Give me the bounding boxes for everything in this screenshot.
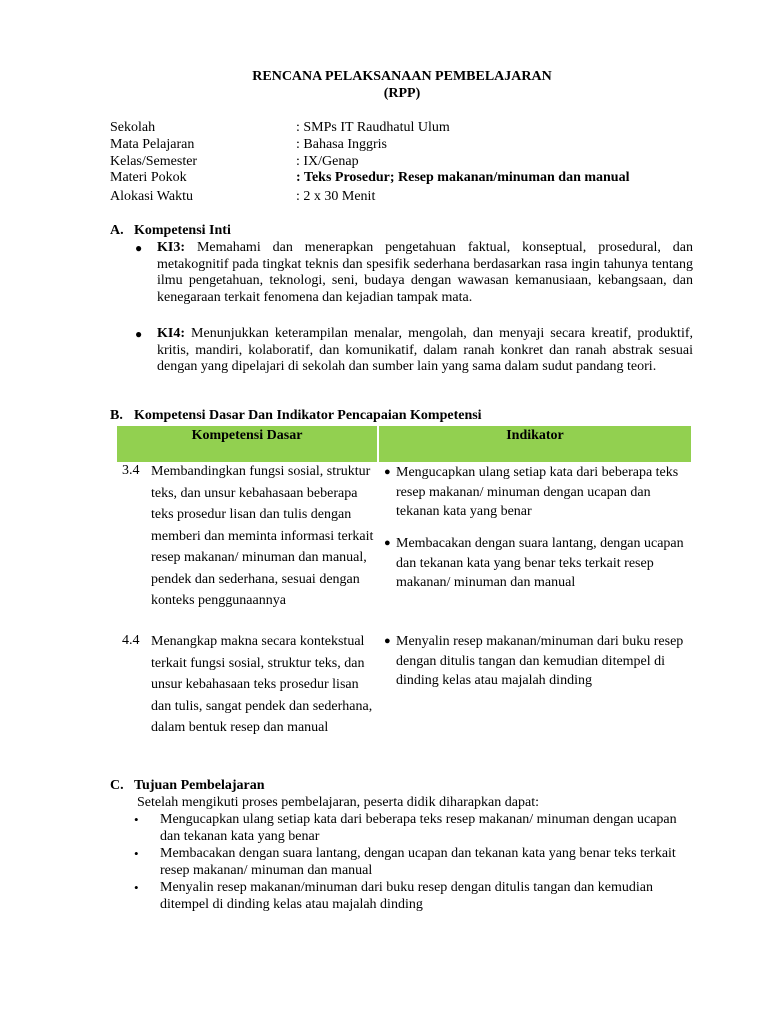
table-header-row xyxy=(117,426,691,462)
ki-text: Menunjukkan keterampilan menalar, mengolah, dan menyaji secara kreatif, produktif, kritis, mandiri, kolaboratif, dan komunikatif, dalam ranah konkret dan ranah abstrak sesuai dengan yang dipelajari di sekolah dan sumber lain yang sama dalam sudut pandang teori. xyxy=(157,326,693,374)
indicator-item xyxy=(384,534,691,593)
indicator-text: Membacakan dengan suara lantang, dengan ucapan dan tekanan kata yang benar teks terkait resep makanan/ minuman dan manual xyxy=(396,536,684,590)
section-b-heading xyxy=(110,408,482,425)
bullet-icon: • xyxy=(134,812,139,827)
kd-number: 4.4 xyxy=(122,633,140,648)
info-row-class xyxy=(110,154,710,171)
document-subtitle: (RPP) xyxy=(383,86,421,101)
bullet-icon: • xyxy=(134,846,139,861)
column-header-kd: Kompetensi Dasar xyxy=(117,426,378,462)
kd-description: Membandingkan fungsi sosial, struktur teks, dan unsur kebahasaan beberapa teks prosedur lisan dan tulis dengan memberi dan meminta informasi terkait resep makanan/ minuman dan manual, pendek dan sederhana, sesuai dengan konteks penggunaannya xyxy=(151,464,374,608)
objective-text: Mengucapkan ulang setiap kata dari beberapa teks resep makanan/ minuman dengan ucapan dan tekanan kata yang benar xyxy=(160,812,677,844)
kd-number: 3.4 xyxy=(122,463,140,478)
info-row-subject xyxy=(110,137,710,154)
info-label: Mata Pelajaran xyxy=(110,137,195,152)
document-title: RENCANA PELAKSANAAN PEMBELAJARAN xyxy=(252,69,552,84)
identity-info xyxy=(110,120,710,206)
column-header-indicator: Indikator xyxy=(378,426,691,462)
ki-key: KI3: xyxy=(157,240,185,255)
kd-description: Menangkap makna secara kontekstual terkait fungsi sosial, struktur teks, dan unsur kebahasaan teks prosedur lisan dan tulis, sangat pendek dan sederhana, dalam bentuk resep dan manual xyxy=(151,634,373,735)
info-value: : Bahasa Inggris xyxy=(296,137,387,152)
competency-table xyxy=(117,426,691,462)
section-title: Tujuan Pembelajaran xyxy=(134,778,265,793)
objective-item xyxy=(134,846,700,879)
objective-item xyxy=(134,812,700,845)
indicator-text: Mengucapkan ulang setiap kata dari beberapa teks resep makanan/ minuman dengan ucapan dan tekanan kata yang benar xyxy=(396,465,679,519)
ki4-item xyxy=(135,326,693,376)
ki-key: KI4: xyxy=(157,326,185,341)
objective-text: Menyalin resep makanan/minuman dari buku resep dengan ditulis tangan dan kemudian ditempel di dinding kelas atau majalah dinding xyxy=(160,880,653,912)
bullet-icon: ● xyxy=(384,466,391,478)
indicator-text: Menyalin resep makanan/minuman dari buku resep dengan ditulis tangan dan kemudian ditempel di dinding kelas atau majalah dinding xyxy=(396,634,684,688)
objective-text: Membacakan dengan suara lantang, dengan ucapan dan tekanan kata yang benar teks terkait resep makanan/ minuman dan manual xyxy=(160,846,676,878)
info-label: Kelas/Semester xyxy=(110,153,198,169)
info-label: Materi Pokok xyxy=(110,170,187,185)
info-row-time xyxy=(110,189,710,206)
info-label: Sekolah xyxy=(110,120,156,135)
section-title: Kompetensi Inti xyxy=(134,223,231,238)
section-c-heading xyxy=(110,778,265,795)
bullet-icon: ● xyxy=(384,537,391,549)
objectives-intro: Setelah mengikuti proses pembelajaran, peserta didik diharapkan dapat: xyxy=(137,795,539,810)
section-letter: A. xyxy=(110,223,124,238)
info-value: : 2 x 30 Menit xyxy=(296,189,376,204)
bullet-icon: • xyxy=(134,880,139,895)
info-value: : Teks Prosedur; Resep makanan/minuman dan manual xyxy=(296,170,630,185)
ki-text: Memahami dan menerapkan pengetahuan faktual, konseptual, prosedural, dan metakognitif pada tingkat teknis dan spesifik sederhana berdasarkan rasa ingin tahunya tentang ilmu pengetahuan, teknologi, seni, budaya dengan wawasan kemanusiaan, kebangsaan, dan kenegaraan terkait fenomena dan kejadian tampak mata. xyxy=(157,240,693,305)
section-title: Kompetensi Dasar Dan Indikator Pencapaian Kompetensi xyxy=(134,408,482,423)
section-letter: B. xyxy=(110,408,123,423)
section-letter: C. xyxy=(110,778,124,793)
info-value: : SMPs IT Raudhatul Ulum xyxy=(296,120,450,135)
bullet-icon: ● xyxy=(135,327,143,341)
bullet-icon: ● xyxy=(384,635,391,647)
info-row-topic xyxy=(110,170,710,189)
info-value: : IX/Genap xyxy=(296,153,359,169)
objective-item xyxy=(134,880,700,913)
bullet-icon: ● xyxy=(135,241,143,255)
indicator-item xyxy=(384,632,691,691)
info-row-school xyxy=(110,120,710,137)
info-label: Alokasi Waktu xyxy=(110,189,193,204)
section-a-heading xyxy=(110,223,231,240)
indicator-item xyxy=(384,463,691,522)
ki3-item xyxy=(135,240,693,306)
